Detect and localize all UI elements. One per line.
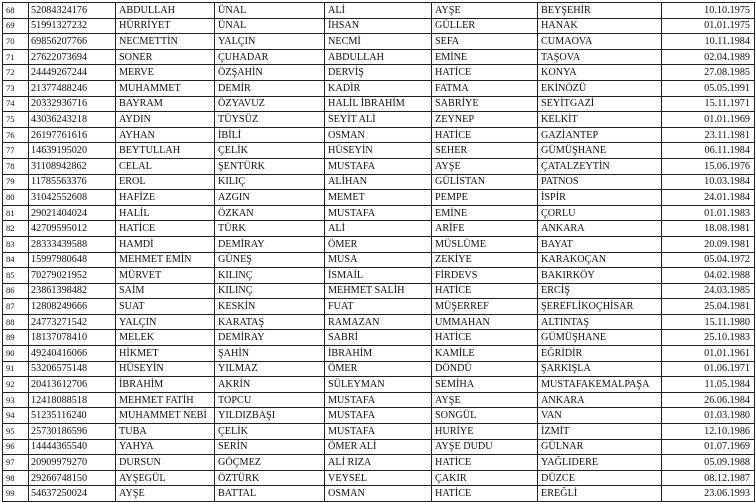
first-name-cell: MÜRVET [116, 268, 215, 284]
mother-name-cell: HATİCE [432, 127, 538, 143]
mother-name-cell: AYŞE [432, 392, 538, 408]
row-number-cell: 76 [3, 127, 29, 143]
father-name-cell: ÖMER [325, 236, 432, 252]
row-number-cell: 75 [3, 112, 29, 128]
birth-date-cell: 02.04.1989 [662, 49, 755, 65]
row-number-cell: 81 [3, 205, 29, 221]
birth-date-cell: 10.03.1984 [662, 174, 755, 190]
table-row [3, 236, 755, 252]
tc-number-cell: 69856207766 [29, 34, 116, 50]
tc-number-cell: 20909979270 [29, 455, 116, 471]
birth-date-cell: 15.11.1971 [662, 96, 755, 112]
tc-number-cell: 12418088518 [29, 392, 116, 408]
last-name-cell: KILINÇ [215, 283, 325, 299]
row-number-cell: 82 [3, 221, 29, 237]
tc-number-cell: 54637250024 [29, 486, 116, 502]
table-row [3, 455, 755, 471]
father-name-cell: SABRİ [325, 330, 432, 346]
birth-place-cell: EKİNÖZÜ [538, 80, 662, 96]
father-name-cell: İSMAİL [325, 268, 432, 284]
father-name-cell: KADİR [325, 80, 432, 96]
last-name-cell: AZGIN [215, 190, 325, 206]
birth-place-cell: VAN [538, 408, 662, 424]
table-row [3, 158, 755, 174]
row-number-cell: 89 [3, 330, 29, 346]
first-name-cell: MERVE [116, 65, 215, 81]
birth-place-cell: PATNOS [538, 174, 662, 190]
tc-number-cell: 21377488246 [29, 80, 116, 96]
row-number-cell: 92 [3, 377, 29, 393]
father-name-cell: İBRAHİM [325, 346, 432, 362]
mother-name-cell: UMMAHAN [432, 314, 538, 330]
mother-name-cell: GÜLİSTAN [432, 174, 538, 190]
mother-name-cell: ARİFE [432, 221, 538, 237]
row-number-cell: 90 [3, 346, 29, 362]
tc-number-cell: 14444365540 [29, 439, 116, 455]
last-name-cell: BATTAL [215, 486, 325, 502]
mother-name-cell: AYŞE [432, 158, 538, 174]
table-row [3, 221, 755, 237]
last-name-cell: ÇELİK [215, 143, 325, 159]
table-row [3, 424, 755, 440]
mother-name-cell: HATİCE [432, 330, 538, 346]
birth-date-cell: 23.11.1981 [662, 127, 755, 143]
table-row [3, 299, 755, 315]
tc-number-cell: 52084324176 [29, 3, 116, 19]
birth-date-cell: 06.11.1984 [662, 143, 755, 159]
father-name-cell: SÜLEYMAN [325, 377, 432, 393]
table-row [3, 486, 755, 502]
mother-name-cell: FİRDEVS [432, 268, 538, 284]
last-name-cell: AKRİN [215, 377, 325, 393]
mother-name-cell: AYŞE [432, 3, 538, 19]
birth-place-cell: KELKİT [538, 112, 662, 128]
birth-place-cell: CUMAOVA [538, 34, 662, 50]
birth-place-cell: YAĞLIDERE [538, 455, 662, 471]
tc-number-cell: 23861398482 [29, 283, 116, 299]
row-number-cell: 73 [3, 80, 29, 96]
tc-number-cell: 43036243218 [29, 112, 116, 128]
tc-number-cell: 53206575148 [29, 361, 116, 377]
father-name-cell: ALİ [325, 3, 432, 19]
last-name-cell: ŞAHİN [215, 346, 325, 362]
last-name-cell: YILDIZBAŞI [215, 408, 325, 424]
birth-date-cell: 23.06.1993 [662, 486, 755, 502]
birth-date-cell: 05.09.1988 [662, 455, 755, 471]
mother-name-cell: HATİCE [432, 65, 538, 81]
birth-date-cell: 15.11.1980 [662, 314, 755, 330]
table-row [3, 112, 755, 128]
table-row [3, 439, 755, 455]
tc-number-cell: 28333439588 [29, 236, 116, 252]
birth-place-cell: SEYİTGAZİ [538, 96, 662, 112]
father-name-cell: MUSTAFA [325, 392, 432, 408]
mother-name-cell: AYŞE DUDU [432, 439, 538, 455]
birth-date-cell: 11.05.1984 [662, 377, 755, 393]
first-name-cell: MUHAMMET [116, 80, 215, 96]
first-name-cell: HİKMET [116, 346, 215, 362]
row-number-cell: 71 [3, 49, 29, 65]
row-number-cell: 86 [3, 283, 29, 299]
first-name-cell: HAMDİ [116, 236, 215, 252]
birth-place-cell: ŞEREFLİKOÇHİSAR [538, 299, 662, 315]
last-name-cell: ÇELİK [215, 424, 325, 440]
mother-name-cell: EMİNE [432, 49, 538, 65]
tc-number-cell: 70279021952 [29, 268, 116, 284]
first-name-cell: YAHYA [116, 439, 215, 455]
last-name-cell: ÖZKAN [215, 205, 325, 221]
father-name-cell: ÖMER ALİ [325, 439, 432, 455]
first-name-cell: AYHAN [116, 127, 215, 143]
birth-place-cell: EREĞLİ [538, 486, 662, 502]
tc-number-cell: 51991327232 [29, 18, 116, 34]
table-row [3, 205, 755, 221]
first-name-cell: HÜRRİYET [116, 18, 215, 34]
first-name-cell: DURSUN [116, 455, 215, 471]
last-name-cell: ÖZTÜRK [215, 470, 325, 486]
first-name-cell: AYŞEGÜL [116, 470, 215, 486]
birth-date-cell: 01.07.1969 [662, 439, 755, 455]
birth-place-cell: GÜMÜŞHANE [538, 330, 662, 346]
tc-number-cell: 11785563376 [29, 174, 116, 190]
birth-place-cell: GÜMÜŞHANE [538, 143, 662, 159]
table-row [3, 18, 755, 34]
birth-place-cell: TAŞOVA [538, 49, 662, 65]
row-number-cell: 96 [3, 439, 29, 455]
tc-number-cell: 26197761616 [29, 127, 116, 143]
birth-date-cell: 05.05.1991 [662, 80, 755, 96]
row-number-cell: 80 [3, 190, 29, 206]
father-name-cell: RAMAZAN [325, 314, 432, 330]
table-row [3, 127, 755, 143]
last-name-cell: YILMAZ [215, 361, 325, 377]
birth-place-cell: EĞRİDİR [538, 346, 662, 362]
row-number-cell: 88 [3, 314, 29, 330]
father-name-cell: ALİHAN [325, 174, 432, 190]
table-row [3, 314, 755, 330]
last-name-cell: ÖZYAVUZ [215, 96, 325, 112]
row-number-cell: 95 [3, 424, 29, 440]
birth-place-cell: ERCİŞ [538, 283, 662, 299]
birth-place-cell: GÜLNAR [538, 439, 662, 455]
tc-number-cell: 51235116240 [29, 408, 116, 424]
row-number-cell: 87 [3, 299, 29, 315]
table-row [3, 143, 755, 159]
tc-number-cell: 49240416066 [29, 346, 116, 362]
mother-name-cell: ZEYNEP [432, 112, 538, 128]
first-name-cell: İBRAHİM [116, 377, 215, 393]
last-name-cell: ŞENTÜRK [215, 158, 325, 174]
birth-place-cell: BEYŞEHİR [538, 3, 662, 19]
birth-place-cell: ANKARA [538, 221, 662, 237]
row-number-cell: 85 [3, 268, 29, 284]
mother-name-cell: SEMİHA [432, 377, 538, 393]
row-number-cell: 94 [3, 408, 29, 424]
mother-name-cell: MÜSLÜME [432, 236, 538, 252]
mother-name-cell: HATİCE [432, 283, 538, 299]
father-name-cell: FUAT [325, 299, 432, 315]
tc-number-cell: 14639195020 [29, 143, 116, 159]
birth-place-cell: MUSTAFAKEMALPAŞA [538, 377, 662, 393]
birth-date-cell: 10.11.1984 [662, 34, 755, 50]
last-name-cell: SERİN [215, 439, 325, 455]
father-name-cell: OSMAN [325, 486, 432, 502]
birth-place-cell: ANKARA [538, 392, 662, 408]
birth-date-cell: 10.10.1975 [662, 3, 755, 19]
last-name-cell: GÜNEŞ [215, 252, 325, 268]
father-name-cell: ABDULLAH [325, 49, 432, 65]
father-name-cell: ALİ [325, 221, 432, 237]
birth-date-cell: 01.03.1980 [662, 408, 755, 424]
birth-place-cell: KONYA [538, 65, 662, 81]
birth-place-cell: İSPİR [538, 190, 662, 206]
table-row [3, 470, 755, 486]
birth-date-cell: 08.12.1987 [662, 470, 755, 486]
birth-place-cell: ÇATALZEYTİN [538, 158, 662, 174]
table-row [3, 190, 755, 206]
last-name-cell: GÖÇMEZ [215, 455, 325, 471]
birth-place-cell: KARAKOÇAN [538, 252, 662, 268]
first-name-cell: BEYTULLAH [116, 143, 215, 159]
first-name-cell: CELAL [116, 158, 215, 174]
last-name-cell: KILIÇ [215, 174, 325, 190]
birth-date-cell: 25.04.1981 [662, 299, 755, 315]
tc-number-cell: 31042552608 [29, 190, 116, 206]
last-name-cell: KARATAŞ [215, 314, 325, 330]
birth-date-cell: 12.10.1986 [662, 424, 755, 440]
father-name-cell: ALİ RIZA [325, 455, 432, 471]
mother-name-cell: FATMA [432, 80, 538, 96]
mother-name-cell: HATİCE [432, 486, 538, 502]
birth-place-cell: İZMİT [538, 424, 662, 440]
birth-date-cell: 01.01.1969 [662, 112, 755, 128]
father-name-cell: MEHMET SALİH [325, 283, 432, 299]
father-name-cell: SEYİT ALİ [325, 112, 432, 128]
last-name-cell: ÜNAL [215, 18, 325, 34]
mother-name-cell: HATİCE [432, 455, 538, 471]
row-number-cell: 72 [3, 65, 29, 81]
tc-number-cell: 20413612706 [29, 377, 116, 393]
row-number-cell: 74 [3, 96, 29, 112]
last-name-cell: TÜRK [215, 221, 325, 237]
birth-date-cell: 04.02.1988 [662, 268, 755, 284]
mother-name-cell: KAMİLE [432, 346, 538, 362]
row-number-cell: 99 [3, 486, 29, 502]
table-row [3, 3, 755, 19]
personnel-table [2, 2, 755, 502]
tc-number-cell: 20332936716 [29, 96, 116, 112]
tc-number-cell: 24449267244 [29, 65, 116, 81]
last-name-cell: YALÇIN [215, 34, 325, 50]
row-number-cell: 79 [3, 174, 29, 190]
father-name-cell: NECMİ [325, 34, 432, 50]
tc-number-cell: 12808249666 [29, 299, 116, 315]
father-name-cell: VEYSEL [325, 470, 432, 486]
tc-number-cell: 27622073694 [29, 49, 116, 65]
first-name-cell: YALÇIN [116, 314, 215, 330]
table-row [3, 392, 755, 408]
mother-name-cell: SONGÜL [432, 408, 538, 424]
birth-date-cell: 15.06.1976 [662, 158, 755, 174]
father-name-cell: HALİL İBRAHİM [325, 96, 432, 112]
last-name-cell: TÜYSÜZ [215, 112, 325, 128]
first-name-cell: HALİL [116, 205, 215, 221]
birth-date-cell: 26.06.1984 [662, 392, 755, 408]
last-name-cell: DEMİRAY [215, 236, 325, 252]
table-row [3, 252, 755, 268]
first-name-cell: HÜSEYİN [116, 361, 215, 377]
first-name-cell: SONER [116, 49, 215, 65]
tc-number-cell: 24773271542 [29, 314, 116, 330]
table-row [3, 330, 755, 346]
first-name-cell: SUAT [116, 299, 215, 315]
row-number-cell: 70 [3, 34, 29, 50]
mother-name-cell: EMİNE [432, 205, 538, 221]
last-name-cell: TOPCU [215, 392, 325, 408]
table-row [3, 49, 755, 65]
birth-place-cell: HANAK [538, 18, 662, 34]
first-name-cell: AYDIN [116, 112, 215, 128]
first-name-cell: HAFİZE [116, 190, 215, 206]
table-row [3, 34, 755, 50]
tc-number-cell: 18137078410 [29, 330, 116, 346]
father-name-cell: MUSTAFA [325, 205, 432, 221]
row-number-cell: 97 [3, 455, 29, 471]
first-name-cell: BAYRAM [116, 96, 215, 112]
table-row [3, 96, 755, 112]
tc-number-cell: 31108942862 [29, 158, 116, 174]
table-row [3, 65, 755, 81]
row-number-cell: 68 [3, 3, 29, 19]
last-name-cell: DEMİRAY [215, 330, 325, 346]
table-row [3, 80, 755, 96]
mother-name-cell: SEHER [432, 143, 538, 159]
birth-date-cell: 01.01.1975 [662, 18, 755, 34]
mother-name-cell: MÜŞERREF [432, 299, 538, 315]
father-name-cell: DERVİŞ [325, 65, 432, 81]
birth-date-cell: 01.01.1983 [662, 205, 755, 221]
birth-date-cell: 24.03.1985 [662, 283, 755, 299]
first-name-cell: AYŞE [116, 486, 215, 502]
last-name-cell: ÇUHADAR [215, 49, 325, 65]
row-number-cell: 83 [3, 236, 29, 252]
table-row [3, 346, 755, 362]
birth-date-cell: 24.01.1984 [662, 190, 755, 206]
birth-date-cell: 01.06.1971 [662, 361, 755, 377]
last-name-cell: İBİLİ [215, 127, 325, 143]
birth-place-cell: ÇORLU [538, 205, 662, 221]
birth-date-cell: 05.04.1972 [662, 252, 755, 268]
birth-place-cell: BAKIRKÖY [538, 268, 662, 284]
first-name-cell: ABDULLAH [116, 3, 215, 19]
father-name-cell: MUSA [325, 252, 432, 268]
father-name-cell: MUSTAFA [325, 408, 432, 424]
first-name-cell: NECMETTİN [116, 34, 215, 50]
tc-number-cell: 25730186596 [29, 424, 116, 440]
father-name-cell: OSMAN [325, 127, 432, 143]
first-name-cell: EROL [116, 174, 215, 190]
first-name-cell: MUHAMMET NEBİ [116, 408, 215, 424]
tc-number-cell: 42709595012 [29, 221, 116, 237]
row-number-cell: 77 [3, 143, 29, 159]
row-number-cell: 84 [3, 252, 29, 268]
birth-place-cell: ALTINTAŞ [538, 314, 662, 330]
mother-name-cell: PEMPE [432, 190, 538, 206]
row-number-cell: 98 [3, 470, 29, 486]
row-number-cell: 69 [3, 18, 29, 34]
father-name-cell: HÜSEYİN [325, 143, 432, 159]
table-row [3, 377, 755, 393]
father-name-cell: MEMET [325, 190, 432, 206]
last-name-cell: KESKİN [215, 299, 325, 315]
table-body [3, 3, 755, 502]
table-row [3, 283, 755, 299]
birth-date-cell: 27.08.1985 [662, 65, 755, 81]
last-name-cell: ÖZŞAHİN [215, 65, 325, 81]
mother-name-cell: SEFA [432, 34, 538, 50]
birth-date-cell: 01.01.1961 [662, 346, 755, 362]
birth-date-cell: 20.09.1981 [662, 236, 755, 252]
first-name-cell: HATİCE [116, 221, 215, 237]
table-row [3, 268, 755, 284]
row-number-cell: 91 [3, 361, 29, 377]
row-number-cell: 93 [3, 392, 29, 408]
first-name-cell: MEHMET FATİH [116, 392, 215, 408]
row-number-cell: 78 [3, 158, 29, 174]
last-name-cell: ÜNAL [215, 3, 325, 19]
last-name-cell: DEMİR [215, 80, 325, 96]
first-name-cell: MELEK [116, 330, 215, 346]
first-name-cell: TUBA [116, 424, 215, 440]
mother-name-cell: GÜLLER [432, 18, 538, 34]
table-row [3, 408, 755, 424]
birth-place-cell: DÜZCE [538, 470, 662, 486]
tc-number-cell: 29021404024 [29, 205, 116, 221]
birth-place-cell: ŞARKIŞLA [538, 361, 662, 377]
mother-name-cell: ZEKİYE [432, 252, 538, 268]
birth-date-cell: 25.10.1983 [662, 330, 755, 346]
mother-name-cell: DÖNDÜ [432, 361, 538, 377]
tc-number-cell: 29266748150 [29, 470, 116, 486]
tc-number-cell: 15997980648 [29, 252, 116, 268]
mother-name-cell: HURİYE [432, 424, 538, 440]
father-name-cell: İHSAN [325, 18, 432, 34]
birth-place-cell: BAYAT [538, 236, 662, 252]
first-name-cell: MEHMET EMİN [116, 252, 215, 268]
mother-name-cell: ÇAKIR [432, 470, 538, 486]
table-row [3, 361, 755, 377]
father-name-cell: MUSTAFA [325, 424, 432, 440]
mother-name-cell: SABRİYE [432, 96, 538, 112]
birth-date-cell: 18.08.1981 [662, 221, 755, 237]
table-row [3, 174, 755, 190]
birth-place-cell: GAZİANTEP [538, 127, 662, 143]
father-name-cell: ÖMER [325, 361, 432, 377]
first-name-cell: SAİM [116, 283, 215, 299]
last-name-cell: KILINÇ [215, 268, 325, 284]
father-name-cell: MUSTAFA [325, 158, 432, 174]
